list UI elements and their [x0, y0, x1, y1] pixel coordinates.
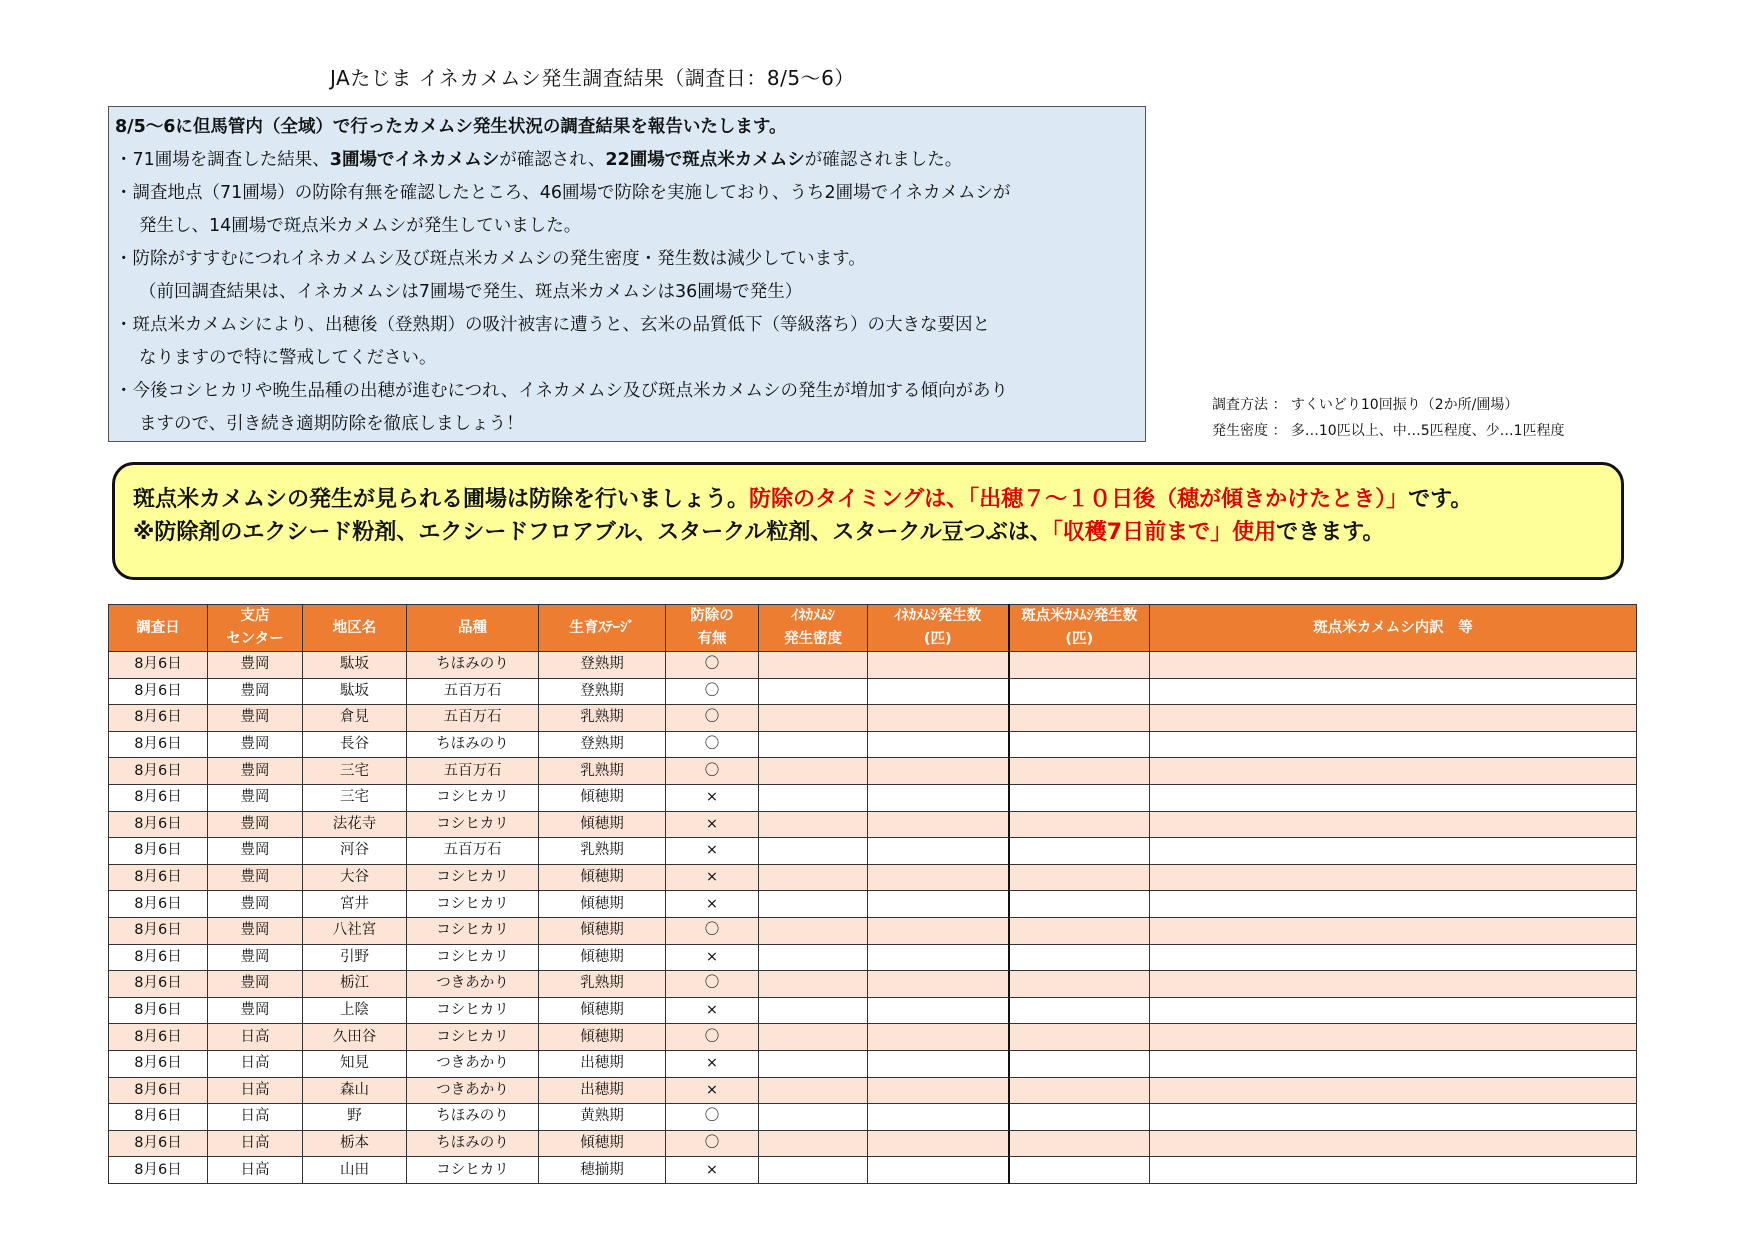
- cell-count: [868, 758, 1009, 785]
- cell-spot-count: [1009, 1130, 1150, 1157]
- cell-count: [868, 784, 1009, 811]
- cell-spot-count: [1009, 944, 1150, 971]
- method-line-2: 発生密度 ： 多…10匹以上、中…5匹程度、少…1匹程度: [1212, 423, 1565, 439]
- cell-branch: 日高: [208, 1077, 303, 1104]
- cell-branch: 日高: [208, 1024, 303, 1051]
- cell-density: [759, 971, 868, 998]
- cell-branch: 豊岡: [208, 864, 303, 891]
- summary-line-6: ・斑点米カメムシにより、出穂後（登熟期）の吸汁被害に遭うと、玄米の品質低下（等級落ち）の大きな要因と: [115, 315, 990, 335]
- summary-lead-text: 8/5～6に但馬管内（全域）で行ったカメムシ発生状況の調査結果を報告いたします。: [115, 117, 787, 137]
- cell-spot-count: [1009, 811, 1150, 838]
- notice-text: ※防除剤のエクシード粉剤、エクシードフロアブル、スタークル粒剤、スタークル豆つぶは、: [133, 520, 1052, 545]
- cell-count: [868, 705, 1009, 732]
- cell-count: [868, 838, 1009, 865]
- cell-branch: 豊岡: [208, 971, 303, 998]
- cell-spot-count: [1009, 1157, 1150, 1184]
- header-count: [868, 605, 1009, 652]
- cell-density: [759, 811, 868, 838]
- cell-stage: 傾穂期: [539, 944, 666, 971]
- header-spot-line1: 斑点米ｶﾒﾑｼ発生数: [1021, 608, 1138, 624]
- cell-spot-count: [1009, 864, 1150, 891]
- summary-line-2: ・調査地点（71圃場）の防除有無を確認したところ、46圃場で防除を実施しており、うち2圃場でイネカメムシが: [115, 183, 1011, 203]
- cell-stage: 傾穂期: [539, 864, 666, 891]
- cell-variety: コシヒカリ: [407, 784, 539, 811]
- cell-spot-count: [1009, 997, 1150, 1024]
- cell-detail: [1150, 1130, 1637, 1157]
- cell-detail: [1150, 864, 1637, 891]
- header-density-line1: ｲﾈｶﾒﾑｼ: [791, 608, 835, 624]
- notice-highlight: 「収穫7日前まで」使用: [1051, 520, 1277, 545]
- cell-variety: つきあかり: [407, 1050, 539, 1077]
- summary-line-4: ・防除がすすむにつれイネカメムシ及び斑点米カメムシの発生密度・発生数は減少しています。: [115, 249, 866, 269]
- cell-date: 8月6日: [109, 678, 208, 705]
- cell-detail: [1150, 652, 1637, 679]
- cell-density: [759, 864, 868, 891]
- cell-stage: 傾穂期: [539, 891, 666, 918]
- header-area: 地区名: [303, 605, 407, 652]
- table-body: [109, 652, 1637, 1184]
- cell-variety: 五百万石: [407, 838, 539, 865]
- cell-count: [868, 944, 1009, 971]
- cell-control: ×: [666, 997, 759, 1024]
- cell-density: [759, 758, 868, 785]
- cell-stage: 穂揃期: [539, 1157, 666, 1184]
- cell-control: 〇: [666, 917, 759, 944]
- cell-variety: つきあかり: [407, 971, 539, 998]
- cell-spot-count: [1009, 971, 1150, 998]
- cell-variety: コシヒカリ: [407, 1157, 539, 1184]
- cell-control: ×: [666, 944, 759, 971]
- cell-control: 〇: [666, 758, 759, 785]
- cell-area: 山田: [303, 1157, 407, 1184]
- notice-text: できます。: [1276, 520, 1385, 545]
- notice-line-1: [133, 483, 1603, 516]
- cell-detail: [1150, 891, 1637, 918]
- table-row: [109, 838, 1637, 865]
- cell-detail: [1150, 1050, 1637, 1077]
- cell-variety: コシヒカリ: [407, 864, 539, 891]
- cell-area: 長谷: [303, 731, 407, 758]
- header-density-line2: 発生密度: [784, 631, 842, 647]
- cell-stage: 乳熟期: [539, 838, 666, 865]
- header-control-line2: 有無: [697, 631, 727, 647]
- cell-date: 8月6日: [109, 1104, 208, 1131]
- notice-box: [112, 462, 1624, 580]
- cell-detail: [1150, 1104, 1637, 1131]
- cell-date: 8月6日: [109, 917, 208, 944]
- cell-count: [868, 917, 1009, 944]
- table-row: [109, 1077, 1637, 1104]
- cell-stage: 傾穂期: [539, 811, 666, 838]
- cell-spot-count: [1009, 731, 1150, 758]
- cell-stage: 傾穂期: [539, 997, 666, 1024]
- cell-count: [868, 997, 1009, 1024]
- cell-date: 8月6日: [109, 864, 208, 891]
- cell-count: [868, 1157, 1009, 1184]
- cell-spot-count: [1009, 1077, 1150, 1104]
- cell-stage: 傾穂期: [539, 917, 666, 944]
- header-branch-line1: 支店: [240, 608, 270, 624]
- cell-date: 8月6日: [109, 1157, 208, 1184]
- cell-density: [759, 1077, 868, 1104]
- cell-count: [868, 1050, 1009, 1077]
- cell-branch: 豊岡: [208, 731, 303, 758]
- cell-date: 8月6日: [109, 1077, 208, 1104]
- table-row: [109, 731, 1637, 758]
- cell-detail: [1150, 811, 1637, 838]
- cell-branch: 日高: [208, 1130, 303, 1157]
- cell-branch: 日高: [208, 1157, 303, 1184]
- cell-detail: [1150, 678, 1637, 705]
- table-header-row: [109, 605, 1637, 652]
- cell-stage: 登熟期: [539, 678, 666, 705]
- cell-area: 宮井: [303, 891, 407, 918]
- cell-spot-count: [1009, 891, 1150, 918]
- table-row: [109, 1104, 1637, 1131]
- cell-detail: [1150, 758, 1637, 785]
- cell-spot-count: [1009, 705, 1150, 732]
- cell-variety: コシヒカリ: [407, 997, 539, 1024]
- table-row: [109, 784, 1637, 811]
- cell-variety: コシヒカリ: [407, 1024, 539, 1051]
- summary-text: が確認されました。: [804, 150, 963, 170]
- cell-variety: ちほみのり: [407, 1104, 539, 1131]
- header-variety: 品種: [407, 605, 539, 652]
- table-row: [109, 652, 1637, 679]
- cell-detail: [1150, 784, 1637, 811]
- cell-control: ×: [666, 784, 759, 811]
- cell-area: 八社宮: [303, 917, 407, 944]
- cell-branch: 豊岡: [208, 997, 303, 1024]
- cell-control: ×: [666, 891, 759, 918]
- cell-count: [868, 811, 1009, 838]
- cell-count: [868, 678, 1009, 705]
- cell-density: [759, 891, 868, 918]
- header-stage: 生育ｽﾃｰｼﾞ: [539, 605, 666, 652]
- header-control: [666, 605, 759, 652]
- cell-detail: [1150, 838, 1637, 865]
- table-row: [109, 705, 1637, 732]
- cell-date: 8月6日: [109, 891, 208, 918]
- table-row: [109, 1130, 1637, 1157]
- page-title: JAたじま イネカメムシ発生調査結果（調査日：8/5～6）: [330, 66, 855, 90]
- cell-density: [759, 917, 868, 944]
- cell-date: 8月6日: [109, 1130, 208, 1157]
- cell-density: [759, 1130, 868, 1157]
- table-row: [109, 917, 1637, 944]
- cell-variety: コシヒカリ: [407, 944, 539, 971]
- cell-stage: 傾穂期: [539, 784, 666, 811]
- header-branch-line2: センター: [226, 631, 284, 647]
- cell-area: 法花寺: [303, 811, 407, 838]
- cell-area: 駄坂: [303, 652, 407, 679]
- cell-control: 〇: [666, 1130, 759, 1157]
- header-branch: [208, 605, 303, 652]
- cell-density: [759, 1050, 868, 1077]
- cell-control: 〇: [666, 1024, 759, 1051]
- cell-branch: 豊岡: [208, 944, 303, 971]
- notice-highlight: 防除のタイミングは、「出穂７～１０日後（穂が傾きかけたとき）」: [749, 487, 1409, 512]
- cell-density: [759, 997, 868, 1024]
- summary-line-7: なりますので特に警戒してください。: [139, 348, 437, 368]
- cell-control: ×: [666, 864, 759, 891]
- cell-stage: 乳熟期: [539, 971, 666, 998]
- cell-spot-count: [1009, 784, 1150, 811]
- cell-control: ×: [666, 811, 759, 838]
- cell-stage: 乳熟期: [539, 758, 666, 785]
- cell-date: 8月6日: [109, 652, 208, 679]
- cell-variety: つきあかり: [407, 1077, 539, 1104]
- table-row: [109, 1157, 1637, 1184]
- survey-method: [1212, 392, 1565, 444]
- cell-density: [759, 678, 868, 705]
- cell-variety: 五百万石: [407, 678, 539, 705]
- cell-variety: コシヒカリ: [407, 917, 539, 944]
- cell-branch: 豊岡: [208, 652, 303, 679]
- cell-date: 8月6日: [109, 811, 208, 838]
- summary-lead: [115, 111, 1139, 144]
- cell-area: 倉見: [303, 705, 407, 732]
- table-row: [109, 1024, 1637, 1051]
- cell-density: [759, 1157, 868, 1184]
- cell-branch: 豊岡: [208, 917, 303, 944]
- summary-text: ・71圃場を調査した結果、: [115, 150, 330, 170]
- cell-variety: ちほみのり: [407, 731, 539, 758]
- cell-detail: [1150, 997, 1637, 1024]
- cell-count: [868, 864, 1009, 891]
- cell-control: 〇: [666, 731, 759, 758]
- header-spot-count: [1009, 605, 1150, 652]
- cell-stage: 登熟期: [539, 731, 666, 758]
- cell-count: [868, 1024, 1009, 1051]
- cell-branch: 豊岡: [208, 891, 303, 918]
- cell-detail: [1150, 917, 1637, 944]
- cell-date: 8月6日: [109, 784, 208, 811]
- cell-branch: 豊岡: [208, 758, 303, 785]
- table-row: [109, 971, 1637, 998]
- cell-spot-count: [1009, 1024, 1150, 1051]
- table-row: [109, 891, 1637, 918]
- summary-line-3: 発生し、14圃場で斑点米カメムシが発生していました。: [139, 216, 582, 236]
- cell-stage: 黄熟期: [539, 1104, 666, 1131]
- cell-area: 久田谷: [303, 1024, 407, 1051]
- cell-count: [868, 891, 1009, 918]
- cell-variety: ちほみのり: [407, 652, 539, 679]
- cell-density: [759, 784, 868, 811]
- table-row: [109, 997, 1637, 1024]
- cell-density: [759, 652, 868, 679]
- cell-stage: 登熟期: [539, 652, 666, 679]
- cell-area: 大谷: [303, 864, 407, 891]
- cell-spot-count: [1009, 1104, 1150, 1131]
- notice-text: 斑点米カメムシの発生が見られる圃場は防除を行いましょう。: [133, 487, 750, 512]
- cell-count: [868, 731, 1009, 758]
- cell-branch: 豊岡: [208, 678, 303, 705]
- cell-area: 栃江: [303, 971, 407, 998]
- cell-date: 8月6日: [109, 997, 208, 1024]
- cell-spot-count: [1009, 758, 1150, 785]
- cell-date: 8月6日: [109, 758, 208, 785]
- header-date: 調査日: [109, 605, 208, 652]
- cell-density: [759, 705, 868, 732]
- cell-branch: 豊岡: [208, 705, 303, 732]
- cell-variety: ちほみのり: [407, 1130, 539, 1157]
- cell-detail: [1150, 731, 1637, 758]
- cell-control: ×: [666, 1077, 759, 1104]
- cell-control: 〇: [666, 652, 759, 679]
- cell-area: 知見: [303, 1050, 407, 1077]
- cell-count: [868, 971, 1009, 998]
- survey-table: [108, 604, 1637, 1184]
- notice-line-2: [133, 516, 1603, 549]
- cell-stage: 出穂期: [539, 1050, 666, 1077]
- cell-area: 三宅: [303, 784, 407, 811]
- cell-stage: 傾穂期: [539, 1130, 666, 1157]
- table-row: [109, 1050, 1637, 1077]
- cell-spot-count: [1009, 917, 1150, 944]
- cell-spot-count: [1009, 652, 1150, 679]
- table-row: [109, 678, 1637, 705]
- cell-date: 8月6日: [109, 1024, 208, 1051]
- cell-area: 引野: [303, 944, 407, 971]
- header-density: [759, 605, 868, 652]
- cell-variety: コシヒカリ: [407, 891, 539, 918]
- cell-density: [759, 1104, 868, 1131]
- cell-area: 栃本: [303, 1130, 407, 1157]
- cell-date: 8月6日: [109, 971, 208, 998]
- cell-density: [759, 838, 868, 865]
- cell-detail: [1150, 944, 1637, 971]
- cell-stage: 出穂期: [539, 1077, 666, 1104]
- table-row: [109, 944, 1637, 971]
- summary-box: [108, 106, 1146, 442]
- cell-detail: [1150, 971, 1637, 998]
- header-count-line1: ｲﾈｶﾒﾑｼ発生数: [894, 608, 982, 624]
- cell-control: ×: [666, 1050, 759, 1077]
- summary-emphasis: 22圃場で斑点米カメムシ: [605, 150, 805, 170]
- summary-text: が確認され、: [499, 150, 606, 170]
- cell-density: [759, 731, 868, 758]
- cell-count: [868, 1077, 1009, 1104]
- cell-detail: [1150, 1024, 1637, 1051]
- summary-line-8: ・今後コシヒカリや晩生品種の出穂が進むにつれ、イネカメムシ及び斑点米カメムシの発生が増加する傾向があり: [115, 381, 1009, 401]
- cell-count: [868, 1104, 1009, 1131]
- cell-density: [759, 944, 868, 971]
- cell-spot-count: [1009, 1050, 1150, 1077]
- header-spot-line2: (匹): [1065, 631, 1094, 647]
- cell-control: 〇: [666, 705, 759, 732]
- cell-spot-count: [1009, 838, 1150, 865]
- cell-density: [759, 1024, 868, 1051]
- notice-text: です。: [1408, 487, 1473, 512]
- cell-detail: [1150, 1077, 1637, 1104]
- cell-branch: 日高: [208, 1050, 303, 1077]
- cell-area: 河谷: [303, 838, 407, 865]
- cell-variety: 五百万石: [407, 705, 539, 732]
- cell-spot-count: [1009, 678, 1150, 705]
- cell-control: 〇: [666, 678, 759, 705]
- header-count-line2: (匹): [923, 631, 952, 647]
- cell-date: 8月6日: [109, 705, 208, 732]
- cell-date: 8月6日: [109, 838, 208, 865]
- summary-emphasis: 3圃場でイネカメムシ: [329, 150, 500, 170]
- cell-stage: 傾穂期: [539, 1024, 666, 1051]
- cell-area: 野: [303, 1104, 407, 1131]
- table-row: [109, 758, 1637, 785]
- summary-line-5: （前回調査結果は、イネカメムシは7圃場で発生、斑点米カメムシは36圃場で発生）: [139, 282, 803, 302]
- cell-control: 〇: [666, 971, 759, 998]
- cell-control: 〇: [666, 1104, 759, 1131]
- cell-date: 8月6日: [109, 731, 208, 758]
- cell-branch: 豊岡: [208, 784, 303, 811]
- summary-line-1: [115, 144, 1139, 177]
- cell-detail: [1150, 705, 1637, 732]
- cell-area: 駄坂: [303, 678, 407, 705]
- cell-area: 森山: [303, 1077, 407, 1104]
- cell-date: 8月6日: [109, 1050, 208, 1077]
- cell-branch: 豊岡: [208, 811, 303, 838]
- cell-control: ×: [666, 838, 759, 865]
- table-row: [109, 811, 1637, 838]
- cell-detail: [1150, 1157, 1637, 1184]
- cell-branch: 日高: [208, 1104, 303, 1131]
- cell-count: [868, 652, 1009, 679]
- cell-control: ×: [666, 1157, 759, 1184]
- cell-count: [868, 1130, 1009, 1157]
- header-control-line1: 防除の: [690, 608, 734, 624]
- cell-area: 上陰: [303, 997, 407, 1024]
- cell-area: 三宅: [303, 758, 407, 785]
- cell-branch: 豊岡: [208, 838, 303, 865]
- cell-date: 8月6日: [109, 944, 208, 971]
- summary-line-9: ますので、引き続き適期防除を徹底しましょう！: [139, 414, 524, 434]
- table-row: [109, 864, 1637, 891]
- header-detail: 斑点米カメムシ内訳 等: [1150, 605, 1637, 652]
- method-line-1: 調査方法 ： すくいどり10回振り（2か所/圃場）: [1212, 397, 1519, 413]
- cell-stage: 乳熟期: [539, 705, 666, 732]
- cell-variety: コシヒカリ: [407, 811, 539, 838]
- cell-variety: 五百万石: [407, 758, 539, 785]
